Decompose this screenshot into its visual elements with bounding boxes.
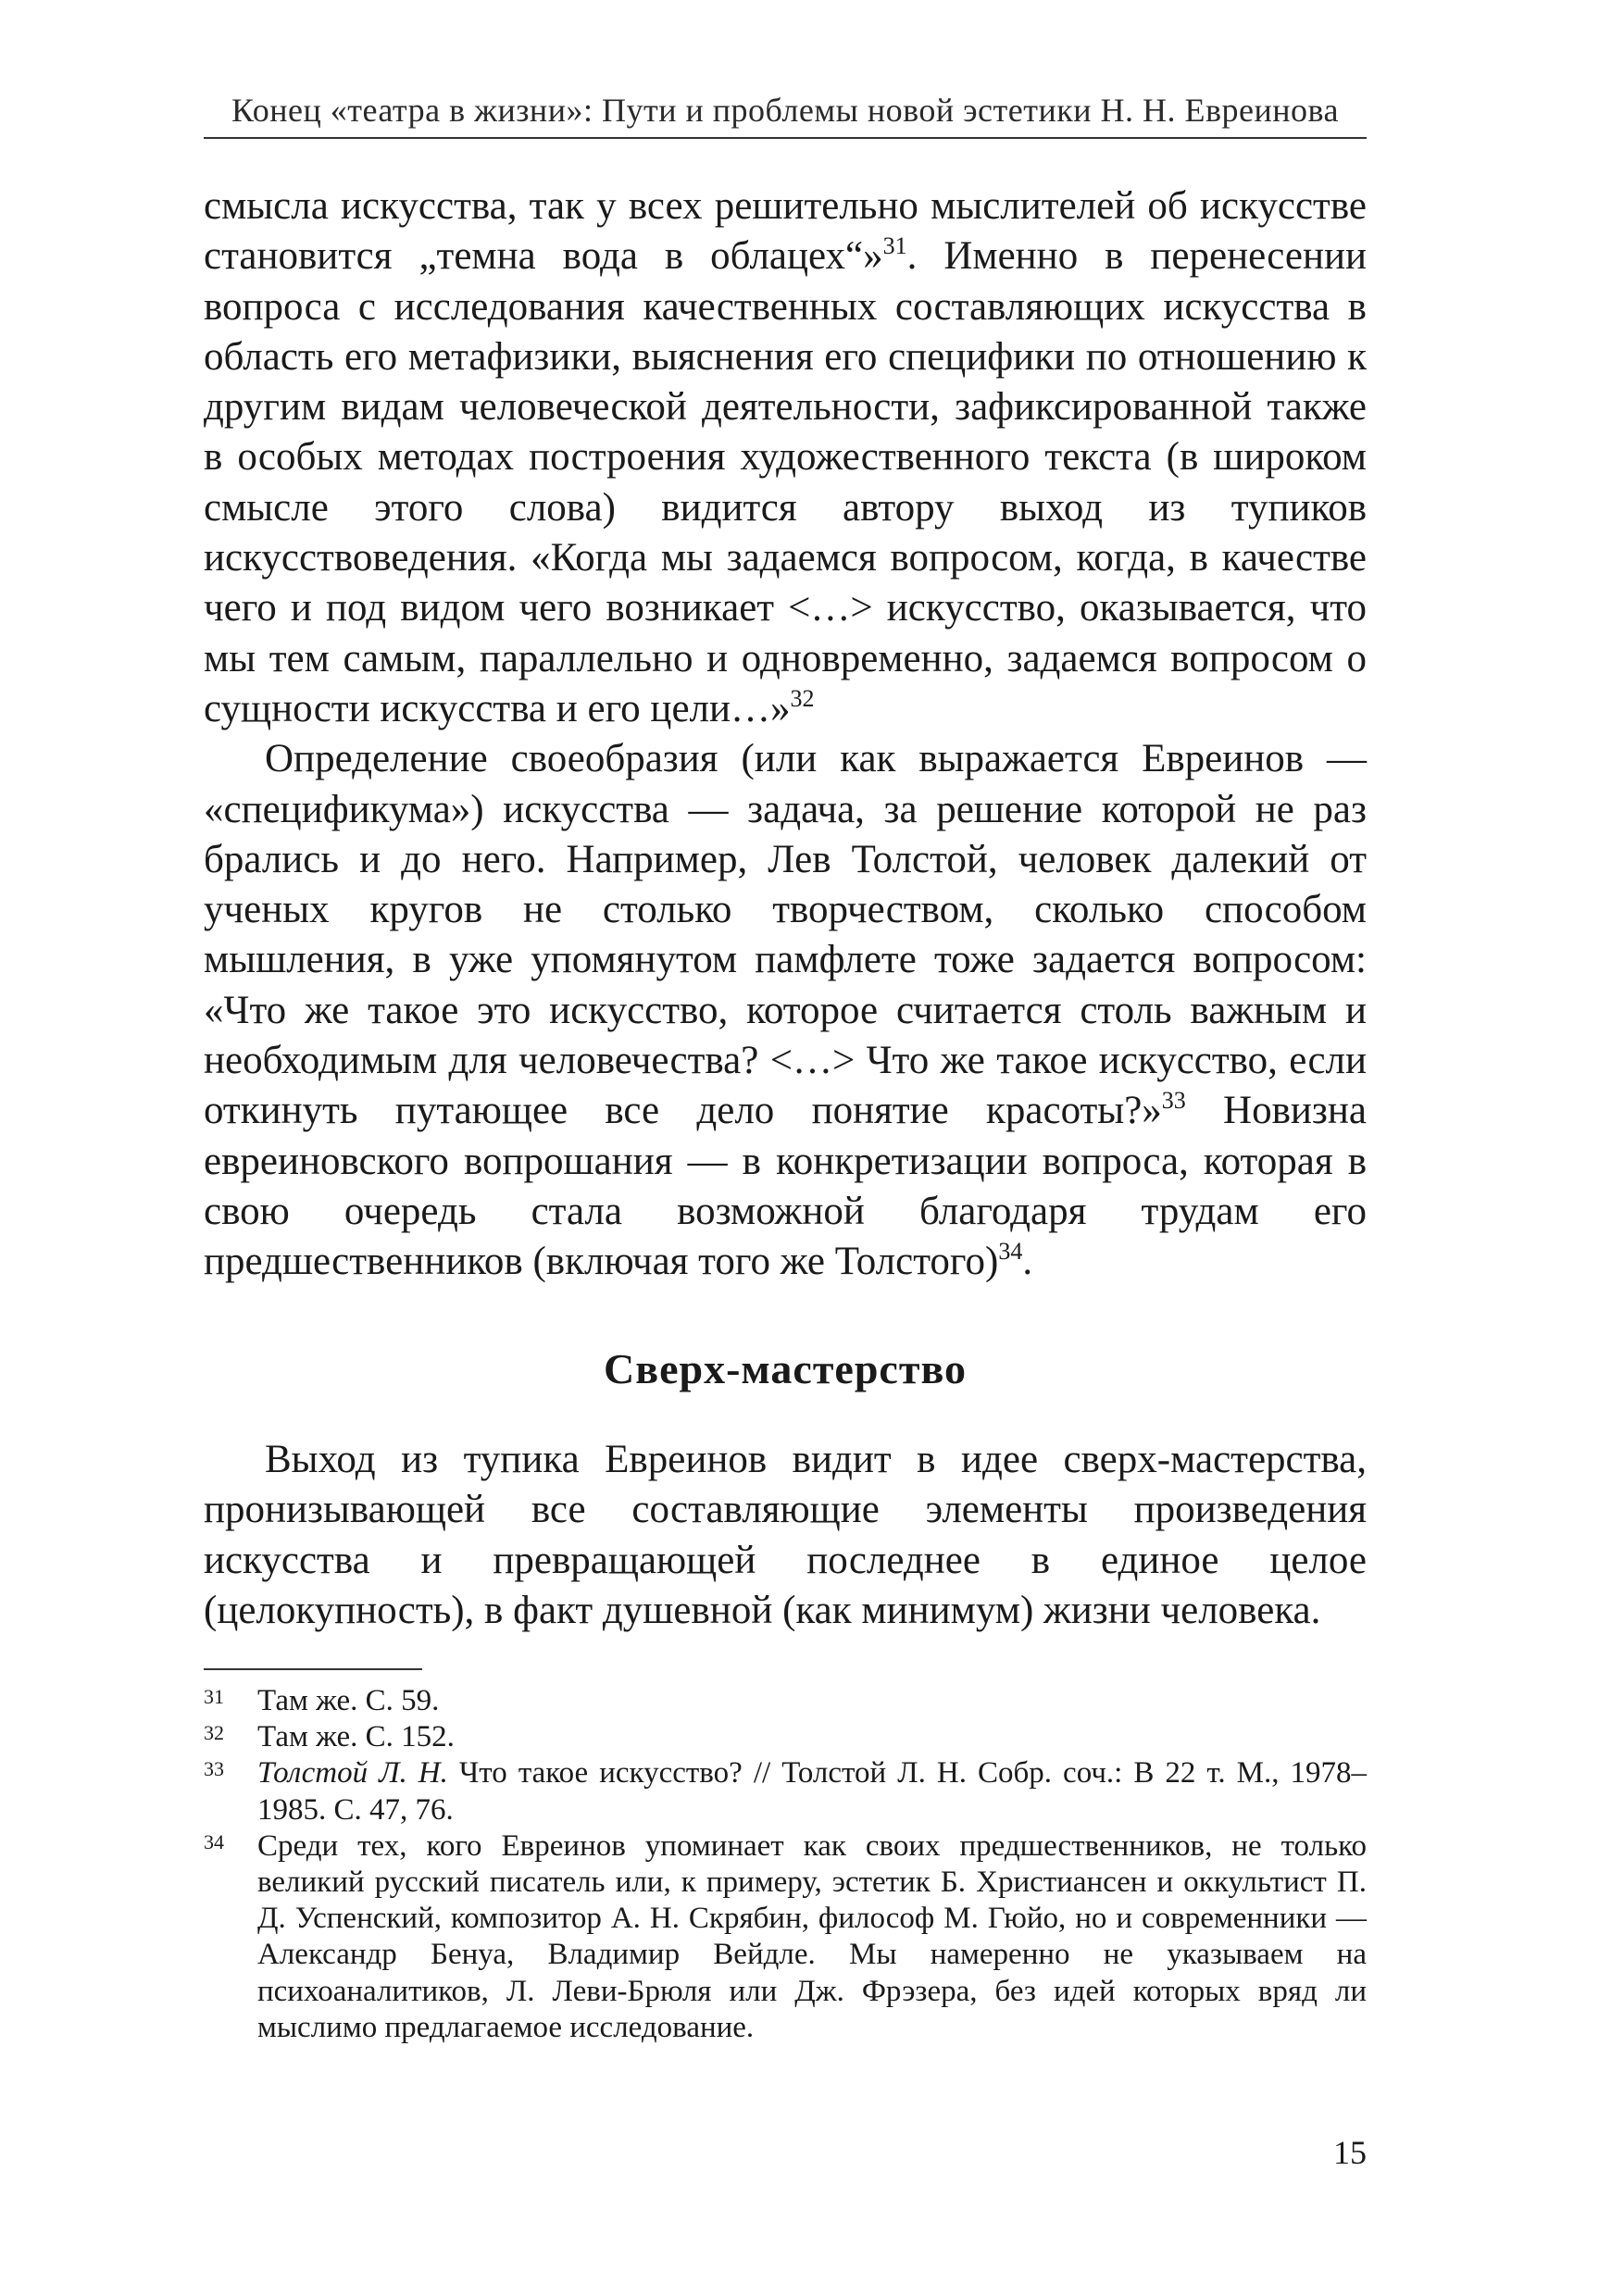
header-rule <box>204 137 1367 139</box>
footnote-number: 31 <box>204 1685 224 1708</box>
footnote-ref-32[interactable]: 32 <box>790 684 815 712</box>
paragraph-2-part-b: Новизна евреиновского вопрошания — в конкретизации вопроса, которая в свою очередь стала возможной благодаря трудам его предшественников (включая того же Толстого) <box>204 1089 1368 1284</box>
footnote-ref-34[interactable]: 34 <box>998 1238 1023 1266</box>
footnote-32 <box>204 1719 1367 1755</box>
footnote-ref-33[interactable]: 33 <box>1161 1087 1186 1115</box>
section-heading: Сверх-мастерство <box>604 1345 967 1392</box>
paragraph-2-part-a: Определение своеобразия (или как выражается Евреинов — «спецификума») искусства — задача, за решение которой не раз брались и до него. Например, Лев Толстой, человек далекий от ученых кругов не столько творчеством, сколько способом мышления, в уже упомянутом памфлете тоже задается вопросом: «Что же такое это искусство, которое считается столь важным и необходимым для человечества? <…> Что же такое искусство, если откинуть путающее все дело понятие красоты?» <box>204 737 1367 1133</box>
paragraph-1-part-a: смысла искусства, так у всех решительно мыслителей об искусстве становится „темна вода в облацех“» <box>204 184 1367 279</box>
paragraph-1 <box>204 181 1367 734</box>
footnote-ref-31[interactable]: 31 <box>882 232 907 260</box>
footnote-34 <box>204 1828 1367 2046</box>
footnote-separator <box>204 1668 422 1670</box>
footnote-number: 32 <box>204 1721 224 1745</box>
footnotes <box>204 1683 1367 2046</box>
section-text <box>204 1435 1367 1636</box>
footnote-number: 33 <box>204 1757 224 1781</box>
footnote-citation: Что такое искусство? // Толстой Л. Н. Собр. соч.: В 22 т. М., 1978–1985. С. 47, 76. <box>257 1756 1368 1827</box>
page-number: 15 <box>1333 2134 1367 2171</box>
footnote-text: Там же. С. 59. <box>257 1684 440 1717</box>
footnote-author: Толстой Л. Н. <box>257 1756 448 1791</box>
paragraph-2-part-c: . <box>1022 1240 1033 1284</box>
footnote-number: 34 <box>204 1829 224 1853</box>
paragraph-2 <box>204 734 1367 1287</box>
main-text <box>204 181 1367 1288</box>
book-page <box>204 0 1367 2296</box>
footnote-33 <box>204 1755 1367 1828</box>
footnote-text: Там же. С. 152. <box>257 1720 455 1754</box>
paragraph-1-part-b: . Именно в перенесении вопроса с исследования качественных составляющих искусства в область его метафизики, выяснения его специфики по отношению к другим видам человеческой деятельности, зафиксированной также в особых методах построения художественного текста (в широком смысле этого слова) видится автору выход из тупиков искусствоведения. «Когда мы задаемся вопросом, когда, в качестве чего и под видом чего возникает <…> искусство, оказывается, что мы тем самым, параллельно и одновременно, задаемся вопросом о сущности искусства и его цели…» <box>204 234 1367 730</box>
footnote-text <box>257 1755 1367 1828</box>
running-header: Конец «театра в жизни»: Пути и проблемы новой эстетики Н. Н. Евреинова <box>231 92 1339 129</box>
section-paragraph: Выход из тупика Евреинов видит в идее сверх-мастерства, пронизывающей все составляющие элементы произведения искусства и превращающей последнее в единое целое (целокупность), в факт душевной (как минимум) жизни человека. <box>204 1438 1367 1632</box>
footnote-31 <box>204 1683 1367 1719</box>
footnote-text: Среди тех, кого Евреинов упоминает как своих предшественников, не только великий русский писатель или, к примеру, эстетик Б. Христиансен и оккультист П. Д. Успенский, композитор А. Н. Скрябин, философ М. Гюйо, но и современники — Александр Бенуа, Владимир Вейдле. Мы намеренно не указываем на психоаналитиков, Л. Леви-Брюля или Дж. Фрэзера, без идей которых вряд ли мыслимо предлагаемое исследование. <box>257 1828 1367 2044</box>
